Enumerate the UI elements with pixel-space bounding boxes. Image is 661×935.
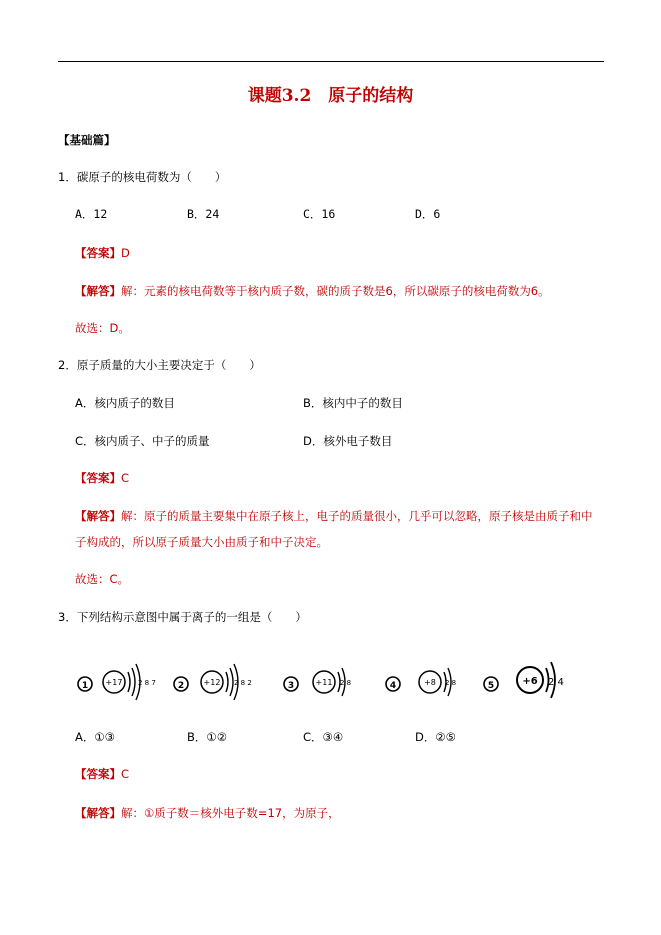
nucleus-charge: +17	[105, 678, 123, 687]
answer-tag: 【答案】	[75, 767, 121, 781]
q2-explanation-cont: 子构成的，所以原子质量大小由质子和中子决定。	[75, 535, 328, 549]
q3-option-c: C．③④	[303, 730, 344, 744]
explain-line: 解：元素的核电荷数等于核内质子数，碳的质子数是6，所以碳原子的核电荷数为6。	[121, 284, 550, 298]
nucleus-charge: +6	[522, 676, 538, 687]
q2-stem: 2．原子质量的大小主要决定于（ ）	[58, 358, 261, 372]
q1-answer	[75, 246, 130, 260]
shell-electrons: 2 8 7	[138, 679, 156, 687]
electron-shell-arc	[128, 672, 130, 692]
structure-diagram-3	[282, 660, 362, 704]
page-title: 课题3.2 原子的结构	[247, 86, 414, 106]
section-heading: 【基础篇】	[58, 133, 116, 147]
nucleus-charge: +11	[315, 678, 333, 687]
q1-option-d: D．6	[415, 207, 441, 221]
q2-option-b: B．核内中子的数目	[303, 396, 403, 410]
explain-tag: 【解答】	[75, 806, 121, 820]
answer-tag: 【答案】	[75, 246, 121, 260]
answer-value: C	[121, 471, 130, 485]
answer-value: D	[121, 246, 130, 260]
q2-option-a: A．核内质子的数目	[75, 396, 175, 410]
explain-tag: 【解答】	[75, 284, 121, 298]
diagram-label: 4	[389, 681, 397, 691]
q1-option-a: A．12	[75, 207, 108, 221]
answer-tag: 【答案】	[75, 471, 121, 485]
q3-explanation	[75, 806, 340, 820]
structure-diagram-1	[76, 660, 156, 704]
structure-diagram-5	[482, 656, 566, 704]
shell-electrons: 2 8	[445, 679, 457, 687]
explain-line: 解：①质子数＝核外电子数=17，为原子，	[121, 806, 340, 820]
q1-explanation	[75, 284, 550, 298]
explain-tag: 【解答】	[75, 509, 121, 523]
diagram-label: 2	[177, 681, 185, 691]
header-rule	[58, 61, 604, 62]
electron-shell-arc	[226, 672, 228, 692]
q2-explanation	[75, 509, 593, 523]
q2-conclusion: 故选：C。	[75, 572, 130, 586]
q1-stem: 1．碳原子的核电荷数为（ ）	[58, 170, 227, 184]
explain-line: 解：原子的质量主要集中在原子核上，电子的质量很小，几乎可以忽略，原子核是由质子和中	[121, 509, 593, 523]
diagram-label: 3	[287, 681, 295, 691]
structure-diagram-4	[384, 660, 464, 704]
q1-conclusion: 故选：D。	[75, 321, 130, 335]
structure-diagram-2	[172, 660, 252, 704]
nucleus-charge: +8	[424, 678, 436, 687]
q2-option-d: D．核外电子数目	[303, 434, 393, 448]
q3-option-b: B．①②	[187, 730, 228, 744]
answer-value: C	[121, 767, 130, 781]
shell-electrons: 2 4	[548, 677, 564, 688]
diagram-label: 5	[487, 681, 495, 691]
q2-answer	[75, 471, 129, 485]
q1-option-c: C．16	[303, 207, 336, 221]
electron-shell-arc	[132, 668, 135, 696]
shell-electrons: 2 8 2	[234, 679, 252, 687]
nucleus-charge: +12	[203, 678, 221, 687]
electron-shell-arc	[230, 668, 233, 696]
q3-stem: 3．下列结构示意图中属于离子的一组是（ ）	[58, 610, 307, 624]
q3-answer	[75, 767, 129, 781]
shell-electrons: 2 8	[340, 679, 352, 687]
q1-option-b: B．24	[187, 207, 220, 221]
q3-option-d: D．②⑤	[415, 730, 456, 744]
q2-option-c: C．核内质子、中子的质量	[75, 434, 210, 448]
diagram-label: 1	[81, 681, 89, 691]
q3-option-a: A．①③	[75, 730, 115, 744]
